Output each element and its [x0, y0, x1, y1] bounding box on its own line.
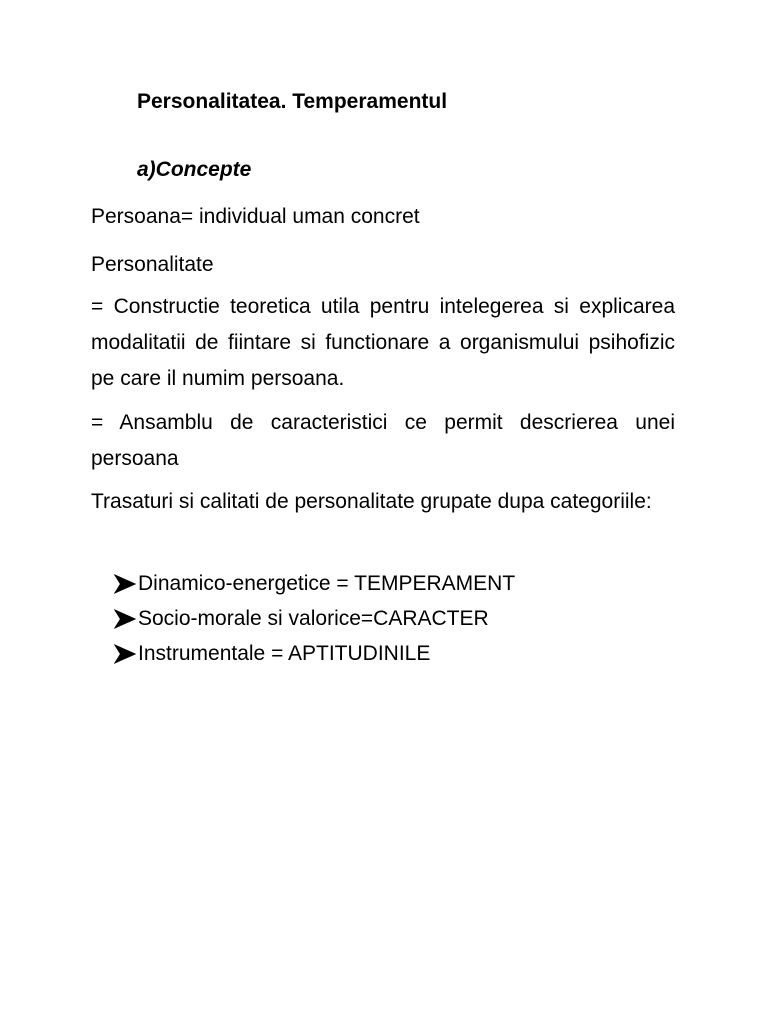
paragraph-categories-intro [91, 484, 675, 520]
list-item [114, 636, 515, 671]
paragraph-text: = Constructie teoretica utila pentru intelegerea si explicarea modalitatii de fiintare si functionare a organismului psihofizic pe care il numim persoana. [91, 295, 675, 390]
categories-list [114, 566, 515, 671]
arrowhead-bullet-icon [114, 609, 138, 629]
paragraph-text: Persoana= individual uman concret [91, 205, 420, 228]
paragraph-definition-1 [91, 289, 675, 397]
paragraph-text: = Ansamblu de caracteristici ce permit descrierea unei persoana [91, 411, 675, 470]
arrowhead-bullet-icon [114, 644, 138, 664]
paragraph-definition-2 [91, 405, 675, 477]
list-item-label: Dinamico-energetice = TEMPERAMENT [138, 572, 516, 595]
paragraph-text: Personalitate [91, 253, 214, 276]
arrowhead-bullet-icon [114, 574, 138, 594]
list-item-label: Instrumentale = APTITUDINILE [138, 642, 431, 665]
list-item-label: Socio-morale si valorice=CARACTER [138, 607, 489, 630]
paragraph-personalitate [91, 247, 675, 283]
paragraph-persoana [91, 199, 675, 235]
list-item [114, 601, 515, 636]
paragraph-text: Trasaturi si calitati de personalitate grupate dupa categoriile: [91, 490, 652, 513]
section-heading: a)Concepte [137, 158, 252, 181]
document-title: Personalitatea. Temperamentul [137, 90, 448, 113]
list-item [114, 566, 515, 601]
